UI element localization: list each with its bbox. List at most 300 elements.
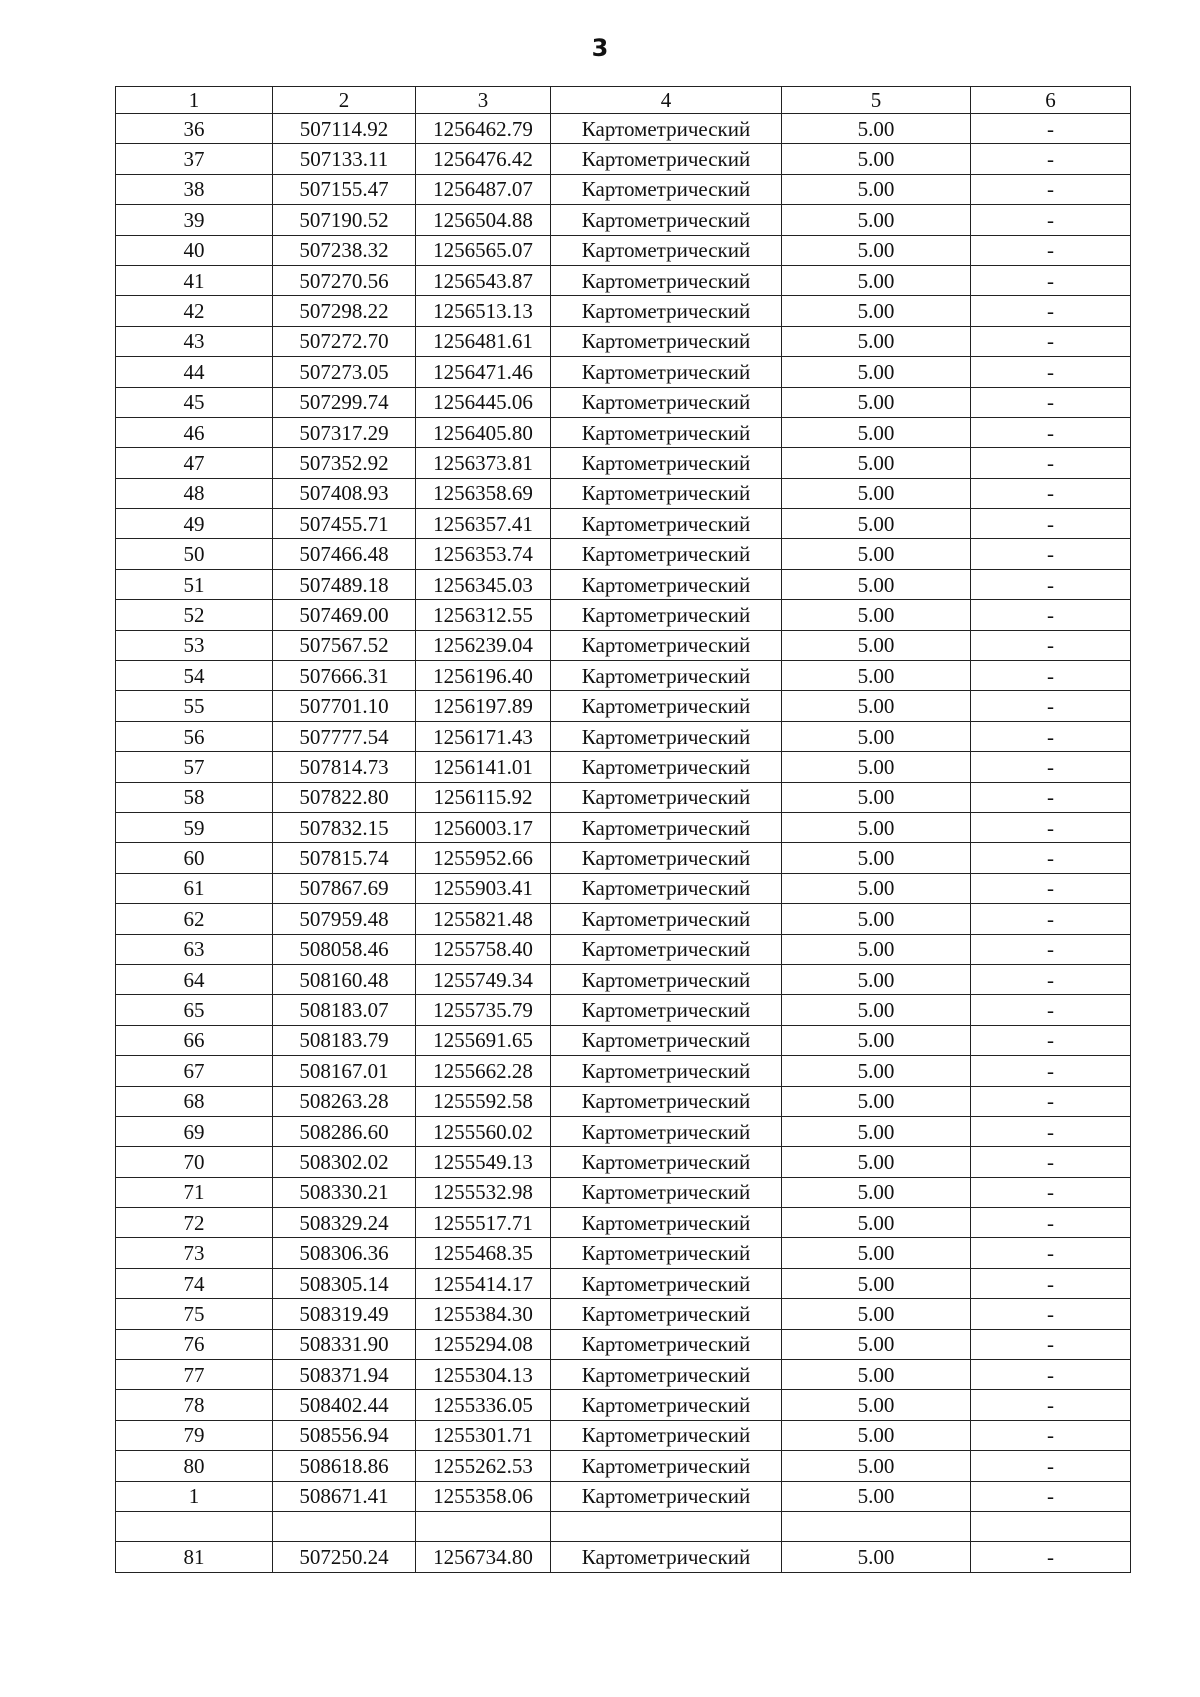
x-coordinate-cell: 507250.24 <box>273 1542 416 1572</box>
note-cell <box>971 1511 1131 1541</box>
y-coordinate-cell: 1255758.40 <box>416 934 551 964</box>
point-number-cell: 69 <box>116 1116 273 1146</box>
y-coordinate-cell: 1255952.66 <box>416 843 551 873</box>
table-row <box>116 1177 1131 1207</box>
note-cell: - <box>971 235 1131 265</box>
point-number-cell: 63 <box>116 934 273 964</box>
y-coordinate-cell: 1256358.69 <box>416 478 551 508</box>
note-cell: - <box>971 448 1131 478</box>
accuracy-cell: 5.00 <box>782 1056 971 1086</box>
x-coordinate-cell: 508618.86 <box>273 1451 416 1481</box>
point-number-cell: 73 <box>116 1238 273 1268</box>
column-header: 1 <box>116 87 273 114</box>
table-row <box>116 1390 1131 1420</box>
x-coordinate-cell: 507298.22 <box>273 296 416 326</box>
point-number-cell: 70 <box>116 1147 273 1177</box>
table-row <box>116 843 1131 873</box>
method-cell: Картометрический <box>551 1390 782 1420</box>
point-number-cell: 1 <box>116 1481 273 1511</box>
note-cell: - <box>971 1542 1131 1572</box>
column-header: 2 <box>273 87 416 114</box>
table-row <box>116 1268 1131 1298</box>
accuracy-cell: 5.00 <box>782 843 971 873</box>
table-row <box>116 387 1131 417</box>
x-coordinate-cell <box>273 1511 416 1541</box>
note-cell: - <box>971 752 1131 782</box>
table-row <box>116 144 1131 174</box>
x-coordinate-cell: 507567.52 <box>273 630 416 660</box>
accuracy-cell: 5.00 <box>782 296 971 326</box>
table-row <box>116 1116 1131 1146</box>
accuracy-cell: 5.00 <box>782 752 971 782</box>
point-number-cell: 39 <box>116 205 273 235</box>
x-coordinate-cell: 508302.02 <box>273 1147 416 1177</box>
y-coordinate-cell: 1256115.92 <box>416 782 551 812</box>
y-coordinate-cell: 1255294.08 <box>416 1329 551 1359</box>
note-cell: - <box>971 205 1131 235</box>
point-number-cell: 77 <box>116 1360 273 1390</box>
accuracy-cell: 5.00 <box>782 478 971 508</box>
separator-row <box>116 1511 1131 1541</box>
point-number-cell: 56 <box>116 721 273 751</box>
point-number-cell: 60 <box>116 843 273 873</box>
note-cell: - <box>971 1360 1131 1390</box>
point-number-cell: 78 <box>116 1390 273 1420</box>
point-number-cell: 81 <box>116 1542 273 1572</box>
y-coordinate-cell: 1255821.48 <box>416 904 551 934</box>
x-coordinate-cell: 507959.48 <box>273 904 416 934</box>
table-row <box>116 812 1131 842</box>
accuracy-cell: 5.00 <box>782 630 971 660</box>
x-coordinate-cell: 508671.41 <box>273 1481 416 1511</box>
y-coordinate-cell: 1255560.02 <box>416 1116 551 1146</box>
method-cell: Картометрический <box>551 1025 782 1055</box>
y-coordinate-cell: 1256312.55 <box>416 600 551 630</box>
method-cell: Картометрический <box>551 1147 782 1177</box>
table-row <box>116 934 1131 964</box>
table-row <box>116 569 1131 599</box>
table-row <box>116 509 1131 539</box>
table-row <box>116 1208 1131 1238</box>
method-cell: Картометрический <box>551 1086 782 1116</box>
note-cell: - <box>971 600 1131 630</box>
note-cell: - <box>971 326 1131 356</box>
method-cell: Картометрический <box>551 448 782 478</box>
x-coordinate-cell: 507238.32 <box>273 235 416 265</box>
accuracy-cell: 5.00 <box>782 1025 971 1055</box>
note-cell: - <box>971 873 1131 903</box>
method-cell: Картометрический <box>551 144 782 174</box>
x-coordinate-cell: 507822.80 <box>273 782 416 812</box>
y-coordinate-cell: 1256504.88 <box>416 205 551 235</box>
accuracy-cell: 5.00 <box>782 174 971 204</box>
note-cell: - <box>971 1390 1131 1420</box>
y-coordinate-cell: 1256003.17 <box>416 812 551 842</box>
y-coordinate-cell: 1256353.74 <box>416 539 551 569</box>
point-number-cell: 36 <box>116 114 273 144</box>
table-row <box>116 448 1131 478</box>
y-coordinate-cell: 1255358.06 <box>416 1481 551 1511</box>
y-coordinate-cell: 1256462.79 <box>416 114 551 144</box>
accuracy-cell: 5.00 <box>782 205 971 235</box>
note-cell: - <box>971 569 1131 599</box>
table-row <box>116 1025 1131 1055</box>
table-row <box>116 265 1131 295</box>
table-row <box>116 235 1131 265</box>
note-cell: - <box>971 1177 1131 1207</box>
point-number-cell: 61 <box>116 873 273 903</box>
method-cell: Картометрический <box>551 995 782 1025</box>
point-number-cell: 62 <box>116 904 273 934</box>
note-cell: - <box>971 509 1131 539</box>
accuracy-cell: 5.00 <box>782 904 971 934</box>
accuracy-cell: 5.00 <box>782 934 971 964</box>
accuracy-cell: 5.00 <box>782 1481 971 1511</box>
table-row <box>116 326 1131 356</box>
y-coordinate-cell: 1256476.42 <box>416 144 551 174</box>
point-number-cell: 68 <box>116 1086 273 1116</box>
y-coordinate-cell: 1255592.58 <box>416 1086 551 1116</box>
point-number-cell: 46 <box>116 417 273 447</box>
method-cell: Картометрический <box>551 843 782 873</box>
note-cell: - <box>971 539 1131 569</box>
accuracy-cell: 5.00 <box>782 1086 971 1116</box>
method-cell: Картометрический <box>551 478 782 508</box>
y-coordinate-cell: 1255262.53 <box>416 1451 551 1481</box>
x-coordinate-cell: 507133.11 <box>273 144 416 174</box>
accuracy-cell <box>782 1511 971 1541</box>
accuracy-cell: 5.00 <box>782 569 971 599</box>
table-row <box>116 782 1131 812</box>
x-coordinate-cell: 507455.71 <box>273 509 416 539</box>
x-coordinate-cell: 507114.92 <box>273 114 416 144</box>
accuracy-cell: 5.00 <box>782 1177 971 1207</box>
x-coordinate-cell: 508329.24 <box>273 1208 416 1238</box>
table-body <box>116 87 1131 1573</box>
method-cell: Картометрический <box>551 1208 782 1238</box>
accuracy-cell: 5.00 <box>782 1238 971 1268</box>
y-coordinate-cell: 1255336.05 <box>416 1390 551 1420</box>
point-number-cell: 67 <box>116 1056 273 1086</box>
x-coordinate-cell: 508319.49 <box>273 1299 416 1329</box>
note-cell: - <box>971 661 1131 691</box>
point-number-cell: 59 <box>116 812 273 842</box>
note-cell: - <box>971 1116 1131 1146</box>
method-cell: Картометрический <box>551 509 782 539</box>
table-row <box>116 1329 1131 1359</box>
note-cell: - <box>971 1451 1131 1481</box>
accuracy-cell: 5.00 <box>782 1116 971 1146</box>
note-cell: - <box>971 964 1131 994</box>
y-coordinate-cell: 1256141.01 <box>416 752 551 782</box>
y-coordinate-cell: 1256481.61 <box>416 326 551 356</box>
point-number-cell: 48 <box>116 478 273 508</box>
x-coordinate-cell: 508183.07 <box>273 995 416 1025</box>
method-cell: Картометрический <box>551 1542 782 1572</box>
x-coordinate-cell: 508402.44 <box>273 1390 416 1420</box>
point-number-cell: 79 <box>116 1420 273 1450</box>
y-coordinate-cell: 1256239.04 <box>416 630 551 660</box>
note-cell: - <box>971 934 1131 964</box>
y-coordinate-cell: 1255749.34 <box>416 964 551 994</box>
note-cell: - <box>971 782 1131 812</box>
note-cell: - <box>971 144 1131 174</box>
method-cell: Картометрический <box>551 1481 782 1511</box>
table-row <box>116 904 1131 934</box>
note-cell: - <box>971 1268 1131 1298</box>
note-cell: - <box>971 1238 1131 1268</box>
point-number-cell: 58 <box>116 782 273 812</box>
method-cell: Картометрический <box>551 691 782 721</box>
table-row <box>116 661 1131 691</box>
accuracy-cell: 5.00 <box>782 235 971 265</box>
y-coordinate-cell: 1255468.35 <box>416 1238 551 1268</box>
x-coordinate-cell: 507469.00 <box>273 600 416 630</box>
method-cell: Картометрический <box>551 630 782 660</box>
table-row <box>116 1420 1131 1450</box>
method-cell: Картометрический <box>551 357 782 387</box>
table-row <box>116 1056 1131 1086</box>
column-header: 6 <box>971 87 1131 114</box>
y-coordinate-cell <box>416 1511 551 1541</box>
y-coordinate-cell: 1256357.41 <box>416 509 551 539</box>
x-coordinate-cell: 507270.56 <box>273 265 416 295</box>
accuracy-cell: 5.00 <box>782 509 971 539</box>
table-row <box>116 691 1131 721</box>
y-coordinate-cell: 1255662.28 <box>416 1056 551 1086</box>
accuracy-cell: 5.00 <box>782 539 971 569</box>
table-row <box>116 296 1131 326</box>
column-header: 5 <box>782 87 971 114</box>
x-coordinate-cell: 507815.74 <box>273 843 416 873</box>
point-number-cell: 71 <box>116 1177 273 1207</box>
method-cell: Картометрический <box>551 964 782 994</box>
y-coordinate-cell: 1255549.13 <box>416 1147 551 1177</box>
table-row <box>116 114 1131 144</box>
accuracy-cell: 5.00 <box>782 387 971 417</box>
y-coordinate-cell: 1256445.06 <box>416 387 551 417</box>
method-cell: Картометрический <box>551 1056 782 1086</box>
point-number-cell: 72 <box>116 1208 273 1238</box>
y-coordinate-cell: 1256734.80 <box>416 1542 551 1572</box>
x-coordinate-cell: 507666.31 <box>273 661 416 691</box>
point-number-cell: 53 <box>116 630 273 660</box>
table-row <box>116 1451 1131 1481</box>
method-cell: Картометрический <box>551 387 782 417</box>
table-row <box>116 1360 1131 1390</box>
x-coordinate-cell: 508371.94 <box>273 1360 416 1390</box>
accuracy-cell: 5.00 <box>782 448 971 478</box>
method-cell: Картометрический <box>551 782 782 812</box>
y-coordinate-cell: 1255532.98 <box>416 1177 551 1207</box>
x-coordinate-cell: 507832.15 <box>273 812 416 842</box>
y-coordinate-cell: 1256543.87 <box>416 265 551 295</box>
accuracy-cell: 5.00 <box>782 1147 971 1177</box>
note-cell: - <box>971 630 1131 660</box>
note-cell: - <box>971 417 1131 447</box>
table-row <box>116 205 1131 235</box>
method-cell: Картометрический <box>551 265 782 295</box>
table-row <box>116 478 1131 508</box>
point-number-cell: 44 <box>116 357 273 387</box>
table-row <box>116 357 1131 387</box>
method-cell: Картометрический <box>551 235 782 265</box>
x-coordinate-cell: 507867.69 <box>273 873 416 903</box>
method-cell: Картометрический <box>551 1299 782 1329</box>
table-row <box>116 417 1131 447</box>
y-coordinate-cell: 1255384.30 <box>416 1299 551 1329</box>
x-coordinate-cell: 507272.70 <box>273 326 416 356</box>
method-cell: Картометрический <box>551 600 782 630</box>
accuracy-cell: 5.00 <box>782 1208 971 1238</box>
method-cell: Картометрический <box>551 114 782 144</box>
x-coordinate-cell: 508167.01 <box>273 1056 416 1086</box>
point-number-cell: 55 <box>116 691 273 721</box>
point-number-cell: 50 <box>116 539 273 569</box>
note-cell: - <box>971 265 1131 295</box>
x-coordinate-cell: 508305.14 <box>273 1268 416 1298</box>
x-coordinate-cell: 507466.48 <box>273 539 416 569</box>
x-coordinate-cell: 508331.90 <box>273 1329 416 1359</box>
accuracy-cell: 5.00 <box>782 1299 971 1329</box>
note-cell: - <box>971 1147 1131 1177</box>
method-cell: Картометрический <box>551 1238 782 1268</box>
table-row <box>116 1481 1131 1511</box>
point-number-cell: 54 <box>116 661 273 691</box>
note-cell: - <box>971 1025 1131 1055</box>
table-row <box>116 1542 1131 1572</box>
y-coordinate-cell: 1256565.07 <box>416 235 551 265</box>
method-cell: Картометрический <box>551 1360 782 1390</box>
method-cell: Картометрический <box>551 569 782 599</box>
y-coordinate-cell: 1256471.46 <box>416 357 551 387</box>
note-cell: - <box>971 995 1131 1025</box>
method-cell <box>551 1511 782 1541</box>
note-cell: - <box>971 904 1131 934</box>
table-row <box>116 873 1131 903</box>
x-coordinate-cell: 508556.94 <box>273 1420 416 1450</box>
point-number-cell: 40 <box>116 235 273 265</box>
accuracy-cell: 5.00 <box>782 661 971 691</box>
accuracy-cell: 5.00 <box>782 1360 971 1390</box>
accuracy-cell: 5.00 <box>782 1390 971 1420</box>
x-coordinate-cell: 507299.74 <box>273 387 416 417</box>
note-cell: - <box>971 721 1131 751</box>
point-number-cell: 37 <box>116 144 273 174</box>
x-coordinate-cell: 507155.47 <box>273 174 416 204</box>
accuracy-cell: 5.00 <box>782 600 971 630</box>
point-number-cell: 51 <box>116 569 273 599</box>
y-coordinate-cell: 1256345.03 <box>416 569 551 599</box>
accuracy-cell: 5.00 <box>782 357 971 387</box>
accuracy-cell: 5.00 <box>782 144 971 174</box>
note-cell: - <box>971 478 1131 508</box>
note-cell: - <box>971 296 1131 326</box>
table-row <box>116 1299 1131 1329</box>
point-number-cell: 38 <box>116 174 273 204</box>
y-coordinate-cell: 1256196.40 <box>416 661 551 691</box>
method-cell: Картометрический <box>551 873 782 903</box>
table-row <box>116 995 1131 1025</box>
table-row <box>116 539 1131 569</box>
table-row <box>116 600 1131 630</box>
point-number-cell: 65 <box>116 995 273 1025</box>
y-coordinate-cell: 1255301.71 <box>416 1420 551 1450</box>
x-coordinate-cell: 508286.60 <box>273 1116 416 1146</box>
x-coordinate-cell: 508306.36 <box>273 1238 416 1268</box>
note-cell: - <box>971 357 1131 387</box>
note-cell: - <box>971 1420 1131 1450</box>
x-coordinate-cell: 508330.21 <box>273 1177 416 1207</box>
accuracy-cell: 5.00 <box>782 721 971 751</box>
method-cell: Картометрический <box>551 1420 782 1450</box>
note-cell: - <box>971 114 1131 144</box>
table-row <box>116 174 1131 204</box>
accuracy-cell: 5.00 <box>782 114 971 144</box>
point-number-cell: 43 <box>116 326 273 356</box>
x-coordinate-cell: 507408.93 <box>273 478 416 508</box>
accuracy-cell: 5.00 <box>782 873 971 903</box>
method-cell: Картометрический <box>551 539 782 569</box>
method-cell: Картометрический <box>551 296 782 326</box>
note-cell: - <box>971 1299 1131 1329</box>
accuracy-cell: 5.00 <box>782 1420 971 1450</box>
coordinates-table <box>115 86 1131 1573</box>
note-cell: - <box>971 174 1131 204</box>
y-coordinate-cell: 1255903.41 <box>416 873 551 903</box>
y-coordinate-cell: 1256405.80 <box>416 417 551 447</box>
x-coordinate-cell: 507190.52 <box>273 205 416 235</box>
method-cell: Картометрический <box>551 752 782 782</box>
y-coordinate-cell: 1255691.65 <box>416 1025 551 1055</box>
page-number: 3 <box>591 34 609 62</box>
method-cell: Картометрический <box>551 812 782 842</box>
method-cell: Картометрический <box>551 721 782 751</box>
note-cell: - <box>971 843 1131 873</box>
point-number-cell: 74 <box>116 1268 273 1298</box>
note-cell: - <box>971 1086 1131 1116</box>
method-cell: Картометрический <box>551 904 782 934</box>
y-coordinate-cell: 1255414.17 <box>416 1268 551 1298</box>
note-cell: - <box>971 1208 1131 1238</box>
point-number-cell: 66 <box>116 1025 273 1055</box>
y-coordinate-cell: 1255304.13 <box>416 1360 551 1390</box>
accuracy-cell: 5.00 <box>782 1268 971 1298</box>
x-coordinate-cell: 507814.73 <box>273 752 416 782</box>
x-coordinate-cell: 507701.10 <box>273 691 416 721</box>
method-cell: Картометрический <box>551 326 782 356</box>
table-header-row <box>116 87 1131 114</box>
table-row <box>116 964 1131 994</box>
note-cell: - <box>971 691 1131 721</box>
note-cell: - <box>971 387 1131 417</box>
method-cell: Картометрический <box>551 1451 782 1481</box>
x-coordinate-cell: 508263.28 <box>273 1086 416 1116</box>
y-coordinate-cell: 1256513.13 <box>416 296 551 326</box>
note-cell: - <box>971 1056 1131 1086</box>
table-row <box>116 1238 1131 1268</box>
x-coordinate-cell: 507273.05 <box>273 357 416 387</box>
x-coordinate-cell: 507317.29 <box>273 417 416 447</box>
y-coordinate-cell: 1256373.81 <box>416 448 551 478</box>
point-number-cell: 42 <box>116 296 273 326</box>
accuracy-cell: 5.00 <box>782 326 971 356</box>
note-cell: - <box>971 1481 1131 1511</box>
y-coordinate-cell: 1256171.43 <box>416 721 551 751</box>
method-cell: Картометрический <box>551 1177 782 1207</box>
point-number-cell <box>116 1511 273 1541</box>
column-header: 4 <box>551 87 782 114</box>
